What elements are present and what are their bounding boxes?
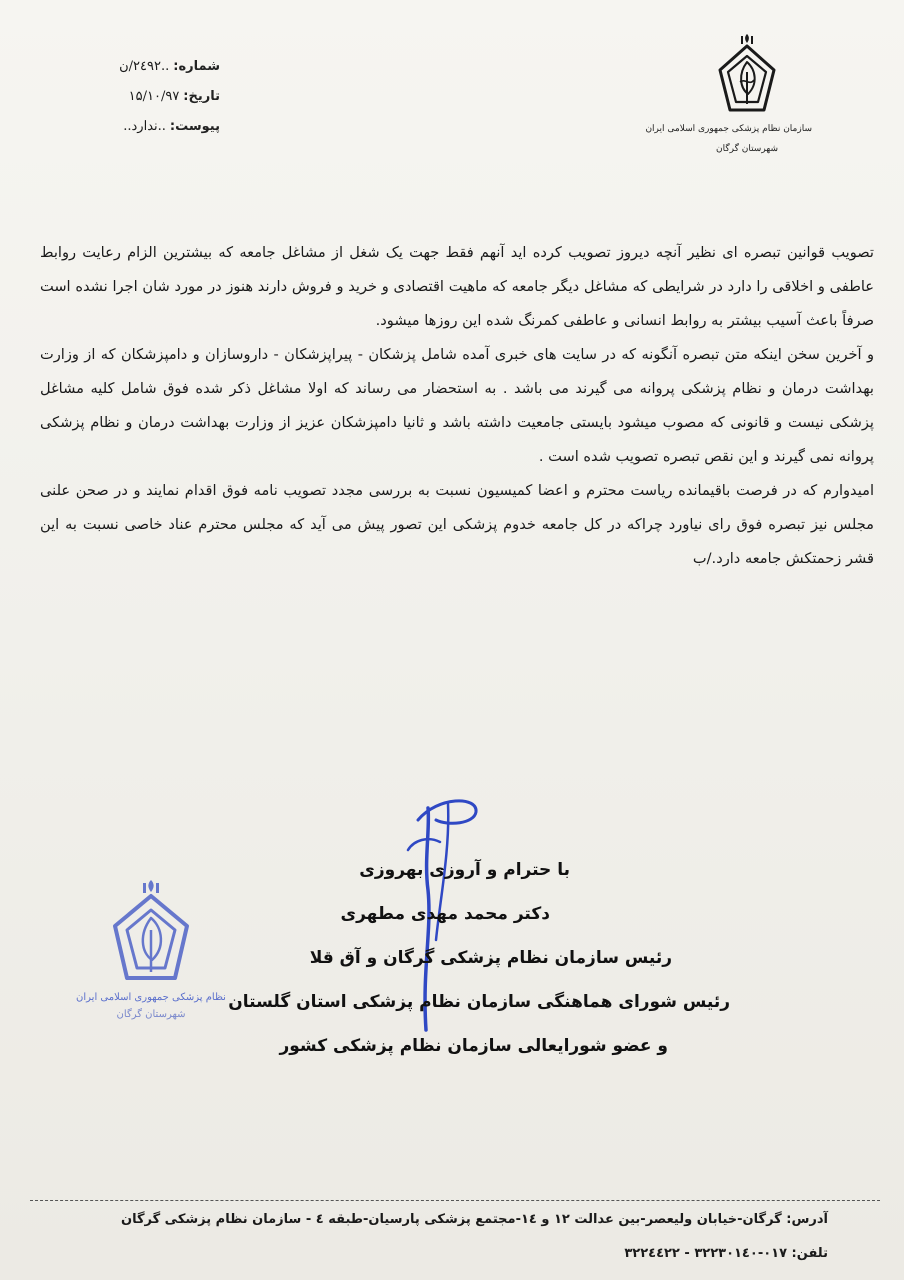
footer-address: آدرس: گرگان-خیابان ولیعصر-بین عدالت ۱۲ و ۱٤-مجتمع پزشکی پارسیان-طبقه ٤ - سازمان نظام پزشکی گرگان bbox=[120, 1212, 828, 1227]
date-label: تاریخ: bbox=[183, 89, 220, 104]
footer-phone: تلفن: ۰۱۷-۳۲۲۳۰۱٤۰ - ۳۲۲٤٤۲۲ bbox=[624, 1246, 828, 1261]
stamp-emblem-icon bbox=[105, 878, 197, 988]
number-label: شماره: bbox=[173, 59, 220, 74]
signature-block bbox=[200, 848, 740, 1068]
logo-branch: شهرستان گرگان bbox=[715, 144, 778, 154]
letter-date bbox=[70, 82, 220, 112]
org-logo bbox=[645, 32, 812, 154]
letter-attachment bbox=[70, 112, 220, 142]
body-paragraph-2: و آخرین سخن اینکه متن تبصره آنگونه که در سایت های خبری آمده شامل پزشکان - پیراپزشکان - داروسازان و دامپزشکان که از وزارت بهداشت درمان و نظام پزشکی پروانه می گیرند می باشد . به استحضار می رساند که اولا مشاغل ذکر شده فوق شامل کلیه مشاغل پزشکی نیست و قانونی که مصوب میشود بایستی جامعیت داشته باشد و ثانیا دامپزشکان عزیز از وزارت بهداشت درمان و نظام پزشکی پروانه نمی گیرند و این نقص تبصره تصویب شده است . bbox=[40, 346, 874, 465]
logo-org-name: سازمان نظام پزشکی جمهوری اسلامی ایران bbox=[645, 124, 812, 134]
signer-title-2: رئیس شورای هماهنگی سازمان نظام پزشکی استان گلستان bbox=[228, 992, 730, 1012]
letter-number bbox=[70, 52, 220, 82]
signer-title-1: رئیس سازمان نظام پزشکی گرگان و آق قلا bbox=[309, 948, 672, 968]
signer-title-3: و عضو شورایعالی سازمان نظام پزشکی کشور bbox=[279, 1036, 668, 1056]
footer-divider bbox=[30, 1200, 880, 1201]
body-paragraph-3: امیدوارم که در فرصت باقیمانده ریاست محترم و اعضا کمیسیون نسبت به بررسی مجدد تصویب نامه فوق اقدام نمایند و در صحن علنی مجلس نیز تبصره فوق رای نیاورد چراکه در کل جامعه خدوم پزشکی این تصور پیش می آید که مجلس محترم عناد خاصی نسبت به این قشر زحمتکش جامعه دارد./ب bbox=[40, 482, 874, 567]
letter-meta bbox=[70, 52, 220, 142]
signer-name: دکتر محمد مهدی مطهری bbox=[340, 904, 550, 924]
medical-council-emblem-icon bbox=[712, 32, 782, 118]
date-value: ۱۵/۱۰/۹۷ bbox=[128, 89, 180, 104]
number-value: ..۲٤۹۲/ن bbox=[119, 59, 170, 74]
closing-greeting: با حترام و آروزی بهروزی bbox=[359, 860, 570, 880]
attachment-label: پیوست: bbox=[169, 119, 220, 134]
official-stamp bbox=[76, 878, 226, 1020]
body-paragraph-1: تصویب قوانین تبصره ای نظیر آنچه دیروز تصویب کرده اید آنهم فقط جهت یک شغل از مشاغل جامعه که بیشترین الزام رعایت روابط عاطفی و اخلاقی را دارد در شرایطی که مشاغل دیگر جامعه که ماهیت اقتصادی و خرید و فروش دارند هنوز در مورد شان اجرا نشده است صرفاً باعث آسیب بیشتر به روابط انسانی و عاطفی کمرنگ شده این روزها میشود. bbox=[40, 244, 874, 329]
letter-body bbox=[40, 236, 874, 576]
attachment-value: ..ندارد.. bbox=[123, 119, 166, 134]
stamp-org-name: نظام پزشکی جمهوری اسلامی ایران bbox=[76, 992, 226, 1003]
stamp-branch: شهرستان گرگان bbox=[116, 1009, 186, 1020]
